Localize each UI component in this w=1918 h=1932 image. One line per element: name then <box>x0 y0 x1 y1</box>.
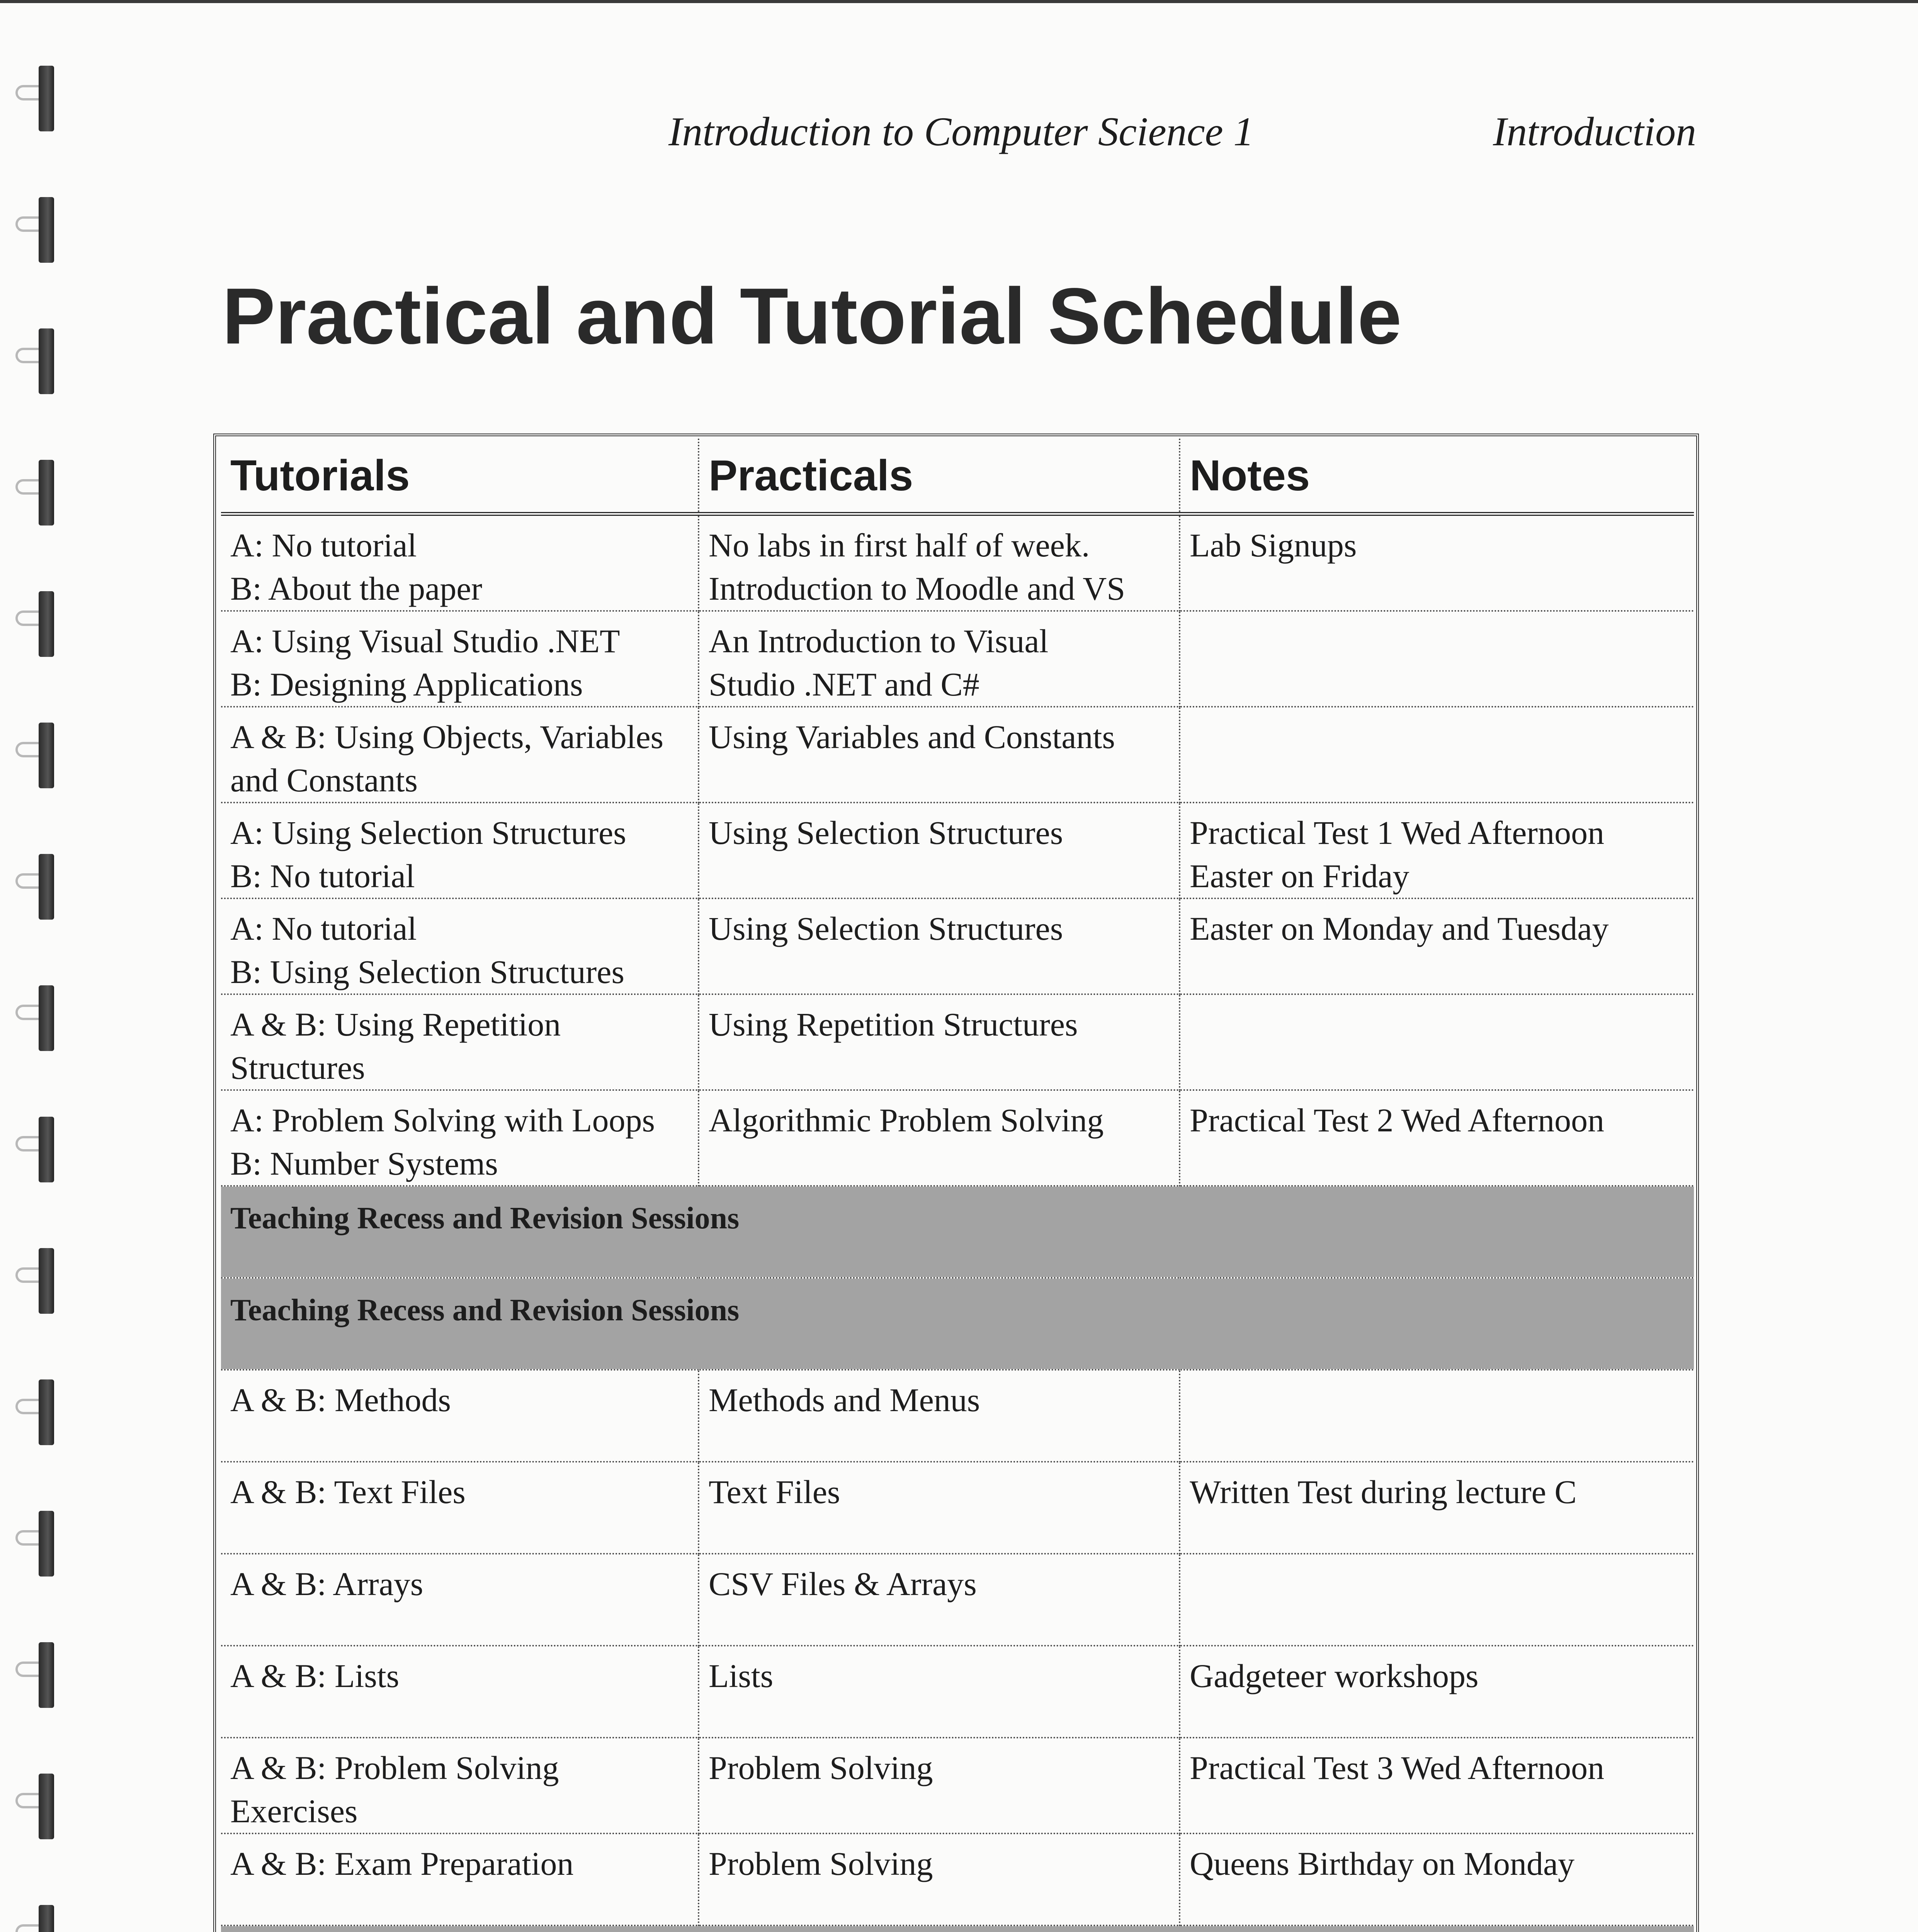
cell-notes <box>1180 1462 1694 1554</box>
cell-text-line: A & B: Text Files <box>230 1473 466 1510</box>
binding-ring <box>15 1503 58 1580</box>
table-row <box>221 1833 1694 1925</box>
binding-ring <box>15 846 58 923</box>
table-row <box>221 1554 1694 1646</box>
page-top-edge <box>0 0 1918 3</box>
cell-text-line: B: Designing Applications <box>230 666 583 703</box>
cell-text-line: A: Using Selection Structures <box>230 814 626 851</box>
binding-ring <box>15 1240 58 1318</box>
cell-text-line: Practical Test 3 Wed Afternoon <box>1190 1749 1604 1786</box>
cell-text-line: A: No tutorial <box>230 527 417 564</box>
cell-tutorials <box>221 514 699 611</box>
binding-ring <box>15 321 58 398</box>
cell-tutorials <box>221 1554 699 1646</box>
cell-text-line: Introduction to Moodle and VS <box>709 570 1126 607</box>
binding-ring <box>15 1109 58 1186</box>
cell-tutorials <box>221 803 699 898</box>
column-header-notes: Notes <box>1180 439 1694 514</box>
cell-text-line: CSV Files & Arrays <box>709 1565 977 1602</box>
cell-text-line: Easter on Friday <box>1190 857 1410 895</box>
table-row <box>221 898 1694 994</box>
cell-text-line: Problem Solving <box>709 1845 933 1882</box>
cell-text-line: Problem Solving <box>709 1749 933 1786</box>
binding-ring <box>15 189 58 267</box>
cell-text-line: A: Problem Solving with Loops <box>230 1102 655 1139</box>
cell-text-line: Practical Test 2 Wed Afternoon <box>1190 1102 1604 1139</box>
table-row <box>221 1462 1694 1554</box>
cell-text-line: Lab Signups <box>1190 527 1357 564</box>
cell-tutorials <box>221 611 699 707</box>
table-row <box>221 994 1694 1090</box>
cell-practicals <box>699 803 1180 898</box>
table-row <box>221 1738 1694 1833</box>
cell-text-line: B: No tutorial <box>230 857 415 895</box>
cell-text-line: B: Number Systems <box>230 1145 498 1182</box>
table-row <box>221 1646 1694 1738</box>
page-title: Practical and Tutorial Schedule <box>222 272 1402 361</box>
cell-text-line: and Constants <box>230 762 418 799</box>
cell-practicals <box>699 1738 1180 1833</box>
binding-ring <box>15 978 58 1055</box>
cell-practicals <box>699 1370 1180 1462</box>
table-row <box>221 707 1694 803</box>
table-row <box>221 1090 1694 1186</box>
cell-text-line: A & B: Methods <box>230 1381 451 1418</box>
running-header-section: Introduction <box>1493 109 1696 154</box>
column-header-tutorials: Tutorials <box>221 439 699 514</box>
cell-text-line: An Introduction to Visual <box>709 622 1049 660</box>
schedule-table <box>221 439 1694 1932</box>
cell-tutorials <box>221 994 699 1090</box>
cell-text-line: A & B: Lists <box>230 1657 400 1694</box>
cell-notes <box>1180 898 1694 994</box>
schedule-table-body <box>221 514 1694 1932</box>
cell-tutorials <box>221 1462 699 1554</box>
recess-label: Teaching Recess and Revision Sessions <box>221 1278 1694 1370</box>
cell-text-line: Using Selection Structures <box>709 814 1063 851</box>
cell-practicals <box>699 707 1180 803</box>
cell-notes <box>1180 1646 1694 1738</box>
binding-ring <box>15 1897 58 1932</box>
cell-text-line: Studio .NET and C# <box>709 666 979 703</box>
table-row <box>221 514 1694 611</box>
cell-practicals <box>699 1833 1180 1925</box>
cell-text-line: Queens Birthday on Monday <box>1190 1845 1575 1882</box>
cell-tutorials <box>221 1646 699 1738</box>
cell-notes <box>1180 994 1694 1090</box>
cell-text-line: A: No tutorial <box>230 910 417 947</box>
cell-text-line: A & B: Exam Preparation <box>230 1845 574 1882</box>
cell-text-line: Text Files <box>709 1473 840 1510</box>
cell-text-line: Methods and Menus <box>709 1381 980 1418</box>
cell-notes <box>1180 1833 1694 1925</box>
binding-ring <box>15 1634 58 1712</box>
binding-ring <box>15 1372 58 1449</box>
cell-practicals <box>699 994 1180 1090</box>
cell-notes <box>1180 1554 1694 1646</box>
cell-text-line: Structures <box>230 1049 365 1086</box>
cell-text-line: Using Repetition Structures <box>709 1006 1078 1043</box>
cell-text-line: A & B: Problem Solving <box>230 1749 559 1786</box>
cell-text-line: No labs in first half of week. <box>709 527 1090 564</box>
cell-text-line: A & B: Using Repetition <box>230 1006 561 1043</box>
cell-tutorials <box>221 1370 699 1462</box>
cell-practicals <box>699 1462 1180 1554</box>
cell-notes <box>1180 514 1694 611</box>
cell-text-line: Using Variables and Constants <box>709 718 1115 755</box>
recess-row <box>221 1278 1694 1370</box>
binding-ring <box>15 58 58 135</box>
cell-notes <box>1180 1738 1694 1833</box>
cell-practicals <box>699 1090 1180 1186</box>
cell-tutorials <box>221 1738 699 1833</box>
binding-ring <box>15 715 58 792</box>
cell-text-line: Using Selection Structures <box>709 910 1063 947</box>
cell-text-line: A: Using Visual Studio .NET <box>230 622 620 660</box>
cell-text-line: Exercises <box>230 1793 358 1830</box>
cell-practicals <box>699 1554 1180 1646</box>
cell-text-line: B: Using Selection Structures <box>230 953 624 990</box>
recess-row <box>221 1186 1694 1278</box>
cell-text-line: Algorithmic Problem Solving <box>709 1102 1104 1139</box>
binding-ring <box>15 583 58 661</box>
cell-tutorials <box>221 1090 699 1186</box>
cell-tutorials <box>221 707 699 803</box>
running-header-title: Introduction to Computer Science 1 <box>668 109 1254 154</box>
cell-text-line: B: About the paper <box>230 570 483 607</box>
column-header-practicals: Practicals <box>699 439 1180 514</box>
cell-practicals <box>699 514 1180 611</box>
recess-label <box>221 1925 1694 1932</box>
cell-practicals <box>699 1646 1180 1738</box>
cell-notes <box>1180 1370 1694 1462</box>
cell-notes <box>1180 803 1694 898</box>
cell-notes <box>1180 611 1694 707</box>
recess-row <box>221 1925 1694 1932</box>
table-header-row <box>221 439 1694 514</box>
cell-text-line: Easter on Monday and Tuesday <box>1190 910 1609 947</box>
cell-tutorials <box>221 898 699 994</box>
cell-tutorials <box>221 1833 699 1925</box>
cell-notes <box>1180 707 1694 803</box>
cell-text-line: A & B: Arrays <box>230 1565 423 1602</box>
recess-label: Teaching Recess and Revision Sessions <box>221 1186 1694 1278</box>
binding-ring <box>15 452 58 529</box>
cell-practicals <box>699 898 1180 994</box>
table-row <box>221 803 1694 898</box>
table-row <box>221 1370 1694 1462</box>
table-row <box>221 611 1694 707</box>
binding-ring <box>15 1766 58 1843</box>
cell-text-line: Written Test during lecture C <box>1190 1473 1577 1510</box>
cell-text-line: A & B: Using Objects, Variables <box>230 718 664 755</box>
cell-text-line: Gadgeteer workshops <box>1190 1657 1479 1694</box>
cell-practicals <box>699 611 1180 707</box>
spiral-binding <box>0 0 62 1932</box>
cell-text-line: Lists <box>709 1657 774 1694</box>
cell-notes <box>1180 1090 1694 1186</box>
cell-text-line: Practical Test 1 Wed Afternoon <box>1190 814 1604 851</box>
